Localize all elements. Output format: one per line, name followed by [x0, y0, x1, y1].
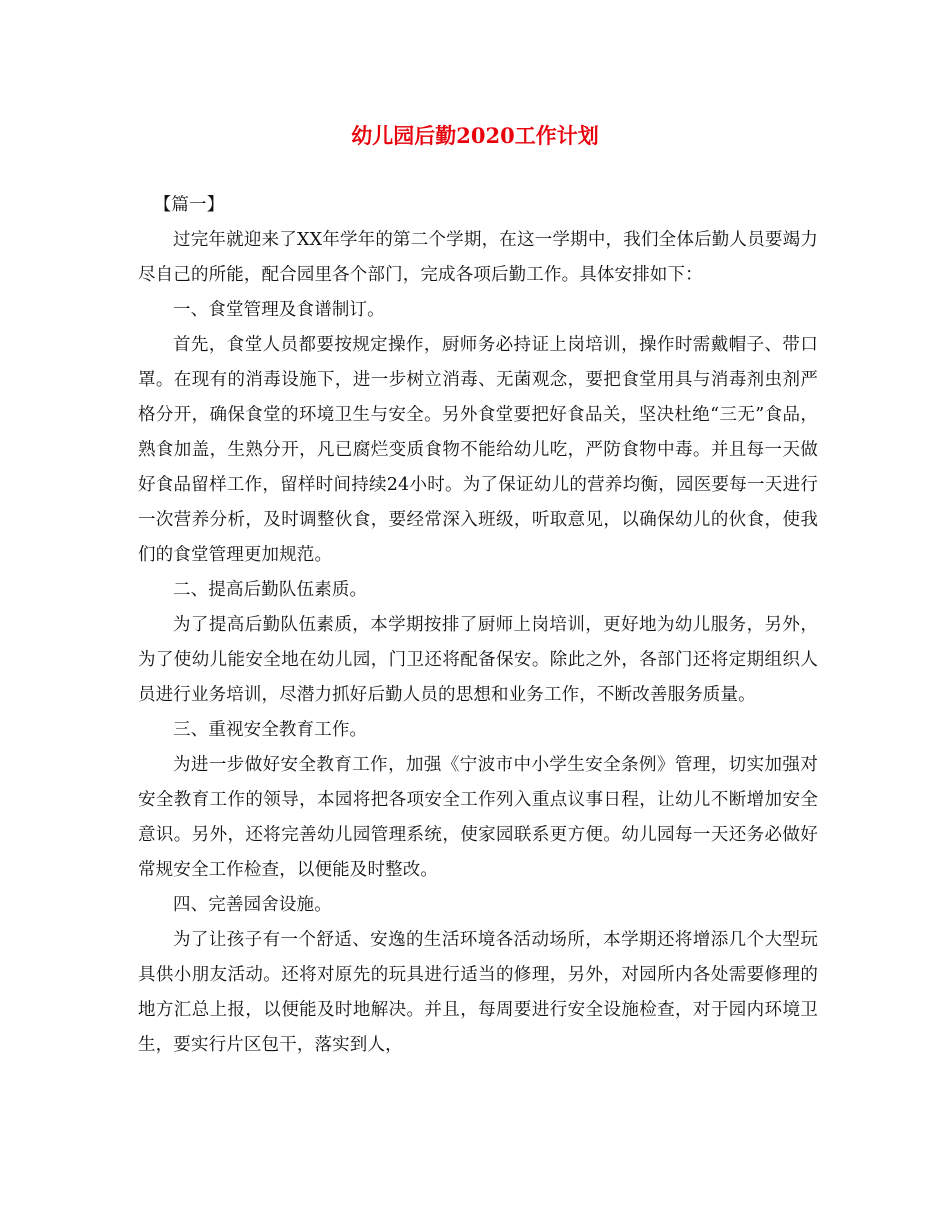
paragraph-facilities: 为了让孩子有一个舒适、安逸的生活环境各活动场所，本学期还将增添几个大型玩具供小朋友活动。还将对原先的玩具进行适当的修理，另外，对园所内各处需要修理的地方汇总上报，以便能及时地解决。并且，每周要进行安全设施检查，对于园内环境卫生，要实行片区包干，落实到人，: [138, 930, 818, 1055]
heading-safety: 三、重视安全教育工作。: [173, 720, 368, 740]
heading-staff-quality: 二、提高后勤队伍素质。: [173, 580, 368, 600]
paragraph-intro: 过完年就迎来了XX年学年的第二个学期，在这一学期中，我们全体后勤人员要竭力尽自己的所能，配合园里各个部门，完成各项后勤工作。具体安排如下：: [138, 230, 818, 285]
heading-canteen: 一、食堂管理及食谱制订。: [173, 300, 385, 320]
heading-facilities: 四、完善园舍设施。: [173, 895, 332, 915]
section-label: 【篇一】: [153, 195, 225, 215]
paragraph-staff-quality: 为了提高后勤队伍素质，本学期按排了厨师上岗培训，更好地为幼儿服务，另外，为了使幼儿能安全地在幼儿园，门卫还将配备保安。除此之外，各部门还将定期组织人员进行业务培训，尽潜力抓好后勤人员的思想和业务工作，不断改善服务质量。: [138, 615, 818, 705]
paragraph-safety: 为进一步做好安全教育工作，加强《宁波市中小学生安全条例》管理，切实加强对安全教育工作的领导，本园将把各项安全工作列入重点议事日程，让幼儿不断增加安全意识。另外，还将完善幼儿园管理系统，使家园联系更方便。幼儿园每一天还务必做好常规安全工作检查，以便能及时整改。: [138, 755, 818, 880]
document-body: [138, 188, 818, 1063]
paragraph-canteen: 首先，食堂人员都要按规定操作，厨师务必持证上岗培训，操作时需戴帽子、带口罩。在现有的消毒设施下，进一步树立消毒、无菌观念，要把食堂用具与消毒剂虫剂严格分开，确保食堂的环境卫生与安全。另外食堂要把好食品关，坚决杜绝“三无”食品，熟食加盖，生熟分开，凡已腐烂变质食物不能给幼儿吃，严防食物中毒。并且每一天做好食品留样工作，留样时间持续24小时。为了保证幼儿的营养均衡，园医要每一天进行一次营养分析，及时调整伙食，要经常深入班级，听取意见，以确保幼儿的伙食，使我们的食堂管理更加规范。: [138, 335, 818, 565]
document-title: 幼儿园后勤2020工作计划: [351, 123, 599, 148]
